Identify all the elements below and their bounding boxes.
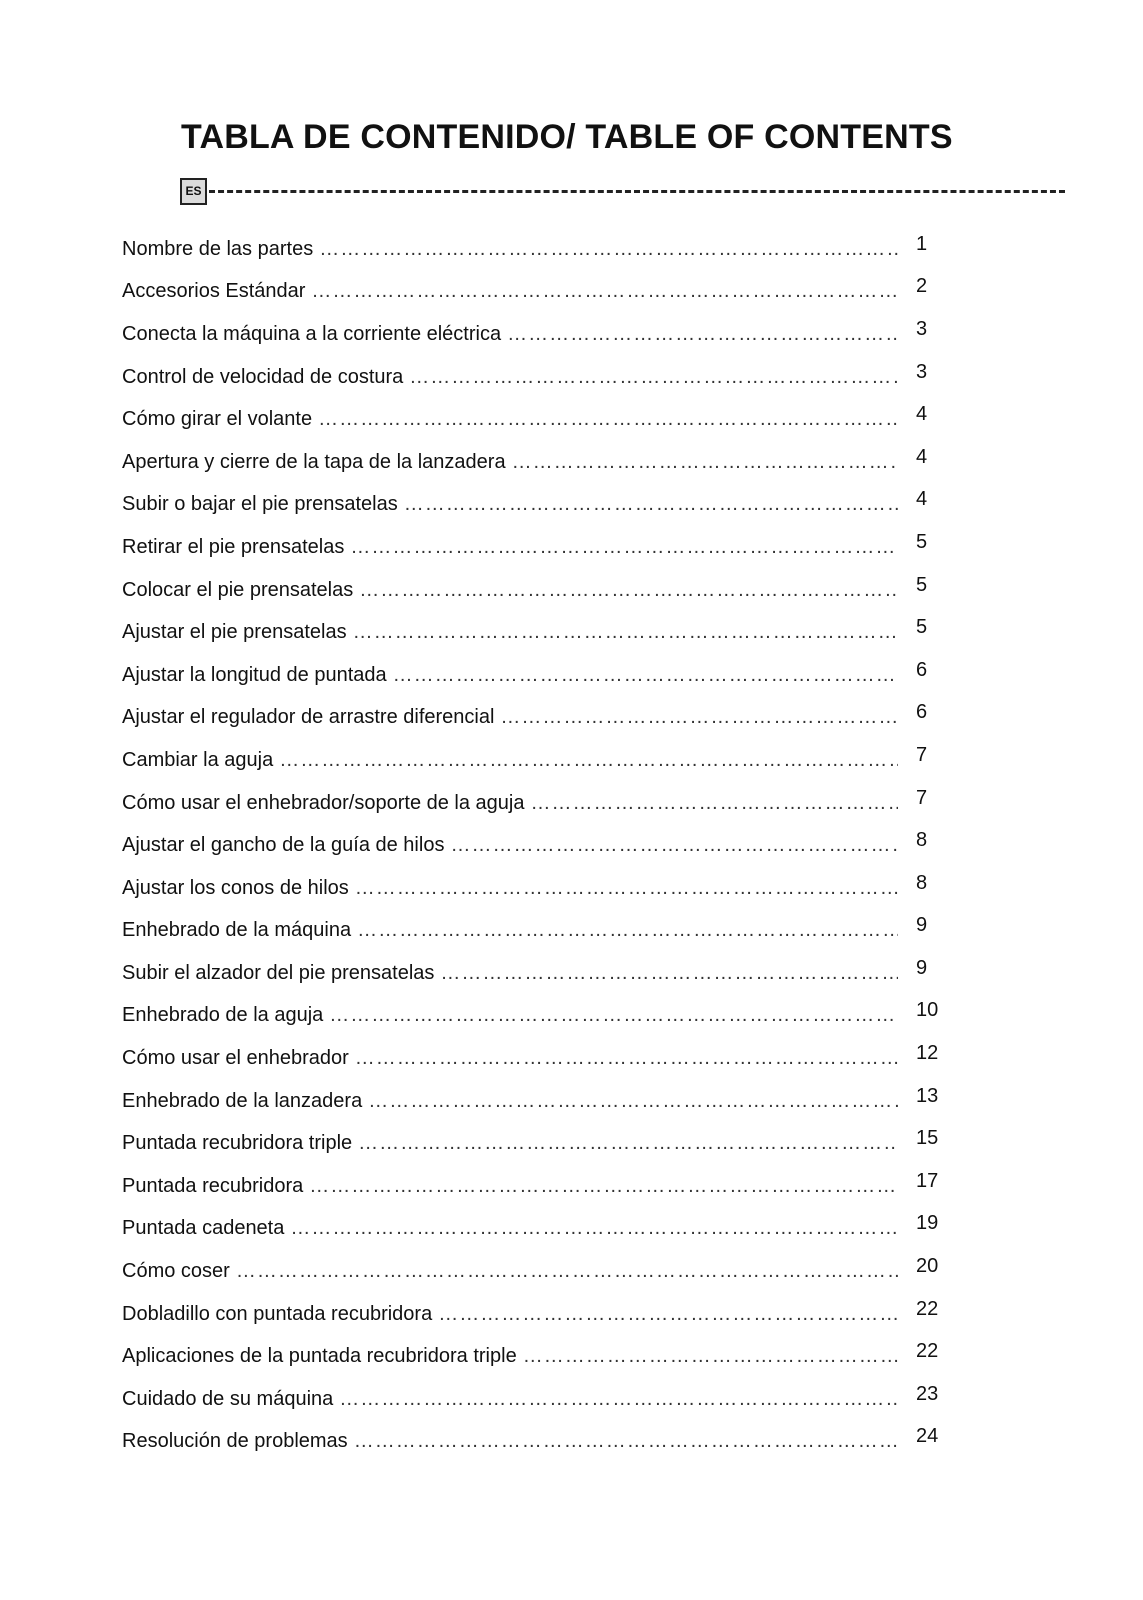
toc-entry-label: Ajustar el gancho de la guía de hilos: [122, 834, 445, 857]
dot-leader: [523, 1345, 898, 1368]
toc-entry-page-number: 6: [916, 658, 928, 681]
toc-entry-label: Cómo coser: [122, 1260, 230, 1283]
toc-entry-page-number: 13: [916, 1084, 939, 1107]
toc-entry[interactable]: [122, 1335, 962, 1378]
toc-entry-title-group: [122, 834, 898, 857]
dot-leader: [350, 536, 898, 559]
toc-entry-label: Nombre de las partes: [122, 237, 314, 260]
toc-entry[interactable]: [122, 1037, 962, 1080]
toc-entry-page-number: 9: [916, 914, 928, 937]
toc-entry-title-group: [122, 1175, 898, 1198]
dot-leader: [450, 834, 898, 857]
toc-entry-page-number: 15: [916, 1127, 939, 1150]
toc-entry-page-number: 10: [916, 999, 939, 1022]
toc-entry-title-group: [122, 280, 898, 303]
toc-entry[interactable]: [122, 910, 962, 953]
toc-entry[interactable]: [122, 611, 962, 654]
toc-entry[interactable]: [122, 952, 962, 995]
toc-entry[interactable]: [122, 271, 962, 314]
dot-leader: [357, 919, 898, 942]
dot-leader: [368, 1090, 898, 1113]
toc-entry-label: Conecta la máquina a la corriente eléctrica: [122, 322, 502, 345]
toc-entry-label: Aplicaciones de la puntada recubridora triple: [122, 1345, 517, 1368]
toc-entry-label: Ajustar el pie prensatelas: [122, 621, 347, 644]
toc-entry[interactable]: [122, 526, 962, 569]
toc-entry-page-number: 19: [916, 1212, 939, 1235]
toc-entry-label: Enhebrado de la aguja: [122, 1004, 324, 1027]
toc-entry-page-number: 22: [916, 1340, 939, 1363]
toc-entry-label: Puntada recubridora: [122, 1174, 304, 1197]
toc-entry-title-group: [122, 962, 898, 985]
toc-entry-page-number: 5: [916, 530, 928, 553]
dot-leader: [507, 323, 898, 346]
table-of-contents: [122, 228, 962, 1463]
toc-entry-page-number: 4: [916, 488, 928, 511]
toc-entry[interactable]: [122, 1378, 962, 1421]
toc-entry-title-group: [122, 706, 898, 729]
dot-leader: [339, 1388, 898, 1411]
toc-entry-title-group: [122, 1090, 898, 1113]
toc-entry-title-group: [122, 408, 898, 431]
toc-entry-title-group: [122, 1217, 898, 1240]
toc-entry[interactable]: [122, 441, 962, 484]
toc-entry-title-group: [122, 1345, 898, 1368]
toc-entry[interactable]: [122, 484, 962, 527]
toc-entry-label: Ajustar el regulador de arrastre diferencial: [122, 706, 495, 729]
toc-entry-page-number: 9: [916, 956, 928, 979]
toc-entry-page-number: 22: [916, 1297, 939, 1320]
language-header: [180, 176, 1065, 206]
toc-entry[interactable]: [122, 1421, 962, 1464]
toc-entry[interactable]: [122, 313, 962, 356]
dot-leader: [440, 962, 898, 985]
dot-leader: [329, 1004, 898, 1027]
language-flag-icon: ES: [180, 178, 207, 205]
toc-entry[interactable]: [122, 569, 962, 612]
toc-entry-title-group: [122, 1004, 898, 1027]
toc-entry-label: Resolución de problemas: [122, 1430, 348, 1453]
toc-entry[interactable]: [122, 782, 962, 825]
dot-leader: [393, 664, 898, 687]
toc-entry-label: Cómo girar el volante: [122, 408, 313, 431]
toc-entry-label: Subir el alzador del pie prensatelas: [122, 961, 435, 984]
toc-entry-page-number: 7: [916, 743, 928, 766]
toc-entry-label: Colocar el pie prensatelas: [122, 578, 354, 601]
toc-entry-title-group: [122, 366, 898, 389]
dot-leader: [236, 1260, 898, 1283]
toc-entry-page-number: 7: [916, 786, 928, 809]
toc-entry[interactable]: [122, 1122, 962, 1165]
toc-entry[interactable]: [122, 1293, 962, 1336]
dot-leader: [438, 1303, 898, 1326]
toc-entry-page-number: 12: [916, 1042, 939, 1065]
toc-entry-label: Puntada cadeneta: [122, 1217, 285, 1240]
toc-entry-title-group: [122, 1260, 898, 1283]
page-title: TABLA DE CONTENIDO/ TABLE OF CONTENTS: [181, 118, 953, 156]
toc-entry-title-group: [122, 1430, 898, 1453]
toc-entry-label: Accesorios Estándar: [122, 280, 306, 303]
toc-entry-label: Puntada recubridora triple: [122, 1132, 353, 1155]
toc-entry-page-number: 4: [916, 403, 928, 426]
toc-entry-label: Cómo usar el enhebrador/soporte de la aguja: [122, 791, 525, 814]
dot-leader: [404, 493, 898, 516]
toc-entry-title-group: [122, 536, 898, 559]
toc-entry[interactable]: [122, 824, 962, 867]
dot-leader: [530, 792, 898, 815]
toc-entry-label: Enhebrado de la lanzadera: [122, 1089, 363, 1112]
toc-entry[interactable]: [122, 995, 962, 1038]
toc-entry-page-number: 2: [916, 275, 928, 298]
dot-leader: [319, 238, 898, 261]
toc-entry[interactable]: [122, 1250, 962, 1293]
toc-entry-title-group: [122, 877, 898, 900]
dashed-divider: [209, 190, 1065, 193]
toc-entry-title-group: [122, 1132, 898, 1155]
toc-entry[interactable]: [122, 739, 962, 782]
toc-entry-page-number: 5: [916, 616, 928, 639]
toc-entry-title-group: [122, 1303, 898, 1326]
toc-entry-title-group: [122, 493, 898, 516]
toc-entry-label: Dobladillo con puntada recubridora: [122, 1302, 433, 1325]
toc-entry-label: Cómo usar el enhebrador: [122, 1047, 349, 1070]
toc-entry-label: Subir o bajar el pie prensatelas: [122, 493, 398, 516]
toc-entry-title-group: [122, 579, 898, 602]
toc-entry-title-group: [122, 919, 898, 942]
toc-entry-label: Enhebrado de la máquina: [122, 919, 352, 942]
toc-entry[interactable]: [122, 356, 962, 399]
toc-entry-page-number: 1: [916, 232, 928, 255]
toc-entry-label: Ajustar la longitud de puntada: [122, 663, 387, 686]
toc-entry-title-group: [122, 1047, 898, 1070]
dot-leader: [409, 366, 898, 389]
toc-entry-title-group: [122, 323, 898, 346]
toc-entry[interactable]: [122, 654, 962, 697]
toc-entry-title-group: [122, 621, 898, 644]
toc-entry-title-group: [122, 664, 898, 687]
toc-entry[interactable]: [122, 867, 962, 910]
dot-leader: [358, 1132, 898, 1155]
toc-entry-page-number: 24: [916, 1425, 939, 1448]
toc-entry-label: Cambiar la aguja: [122, 748, 274, 771]
toc-entry-page-number: 17: [916, 1169, 939, 1192]
toc-entry-page-number: 3: [916, 360, 928, 383]
dot-leader: [290, 1217, 898, 1240]
toc-entry[interactable]: [122, 1208, 962, 1251]
toc-entry-page-number: 5: [916, 573, 928, 596]
toc-entry-page-number: 20: [916, 1255, 939, 1278]
toc-entry-page-number: 8: [916, 829, 928, 852]
toc-entry-title-group: [122, 238, 898, 261]
toc-entry-page-number: 4: [916, 445, 928, 468]
toc-entry-page-number: 8: [916, 871, 928, 894]
toc-entry[interactable]: [122, 398, 962, 441]
dot-leader: [318, 408, 898, 431]
toc-entry-label: Retirar el pie prensatelas: [122, 535, 345, 558]
toc-entry[interactable]: [122, 1165, 962, 1208]
dot-leader: [359, 579, 898, 602]
toc-entry-label: Ajustar los conos de hilos: [122, 876, 349, 899]
dot-leader: [279, 749, 898, 772]
dot-leader: [355, 1047, 898, 1070]
toc-entry-page-number: 6: [916, 701, 928, 724]
dot-leader: [311, 280, 898, 303]
toc-entry[interactable]: [122, 697, 962, 740]
toc-entry-label: Apertura y cierre de la tapa de la lanzadera: [122, 450, 506, 473]
toc-entry-title-group: [122, 451, 898, 474]
toc-entry-title-group: [122, 749, 898, 772]
dot-leader: [354, 1430, 898, 1453]
toc-entry-label: Control de velocidad de costura: [122, 365, 404, 388]
toc-entry-page-number: 23: [916, 1382, 939, 1405]
toc-entry[interactable]: [122, 228, 962, 271]
dot-leader: [355, 877, 898, 900]
toc-entry[interactable]: [122, 1080, 962, 1123]
toc-entry-title-group: [122, 792, 898, 815]
toc-entry-title-group: [122, 1388, 898, 1411]
toc-entry-page-number: 3: [916, 317, 928, 340]
dot-leader: [353, 621, 898, 644]
toc-entry-label: Cuidado de su máquina: [122, 1387, 334, 1410]
dot-leader: [309, 1175, 898, 1198]
dot-leader: [500, 706, 898, 729]
dot-leader: [512, 451, 898, 474]
